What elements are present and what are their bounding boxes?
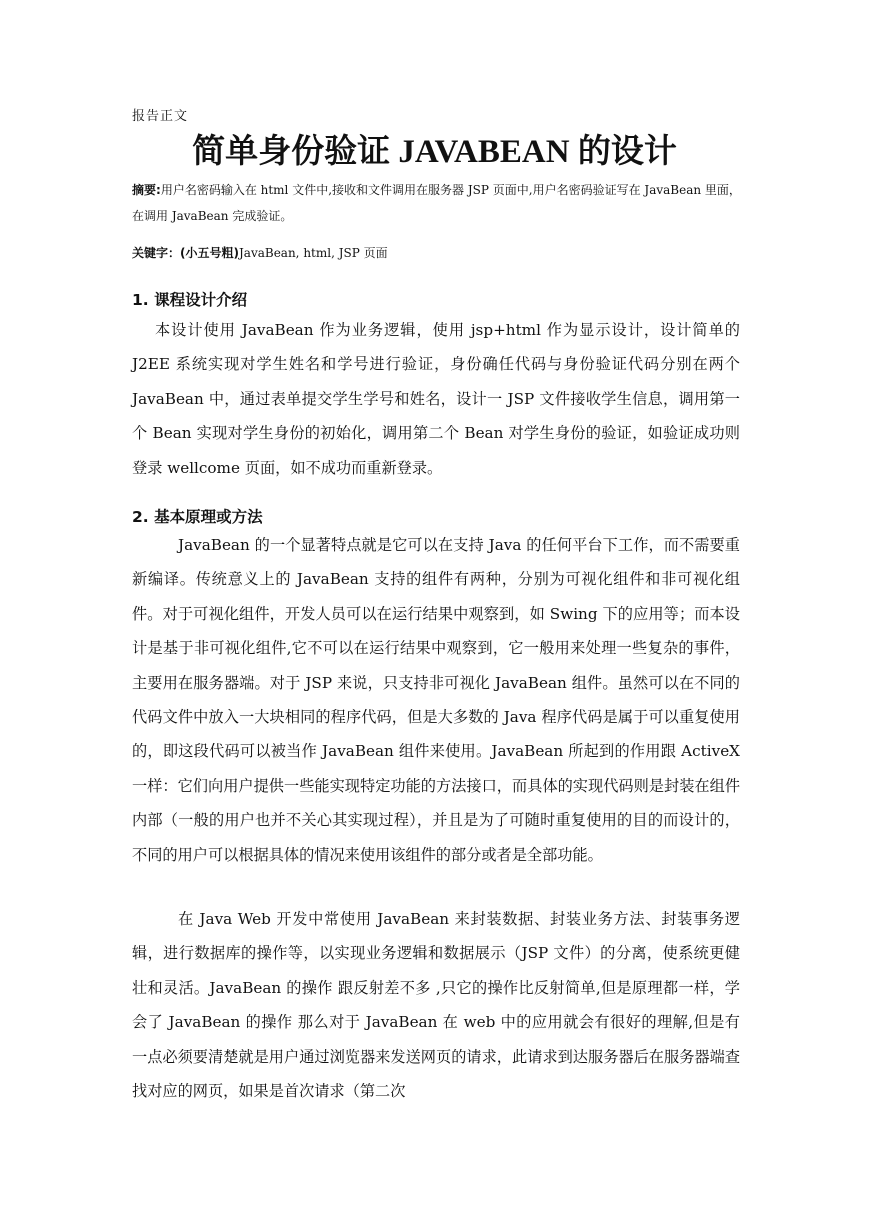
- abstract-label: 摘要:: [132, 183, 161, 197]
- page-title: 简单身份验证 JAVABEAN 的设计: [192, 134, 677, 170]
- paragraph-principles-1: JavaBean 的一个显著特点就是它可以在支持 Java 的任何平台下工作，而不需要重新编译。传统意义上的 JavaBean 支持的组件有两种，分别为可视化组件和非可视化组件。对于可视化组件，开发人员可以在运行结果中观察到，如 Swing 下的应用等；而本设计是基于非可视化组件,它不可以在运行结果中观察到，它一般用来处理一些复杂的事件，主要用在服务器端。对于 JSP 来说，只支持非可视化 JavaBean 组件。虽然可以在不同的代码文件中放入一大块相同的程序代码，但是大多数的 Java 程序代码是属于可以重复使用的，即这段代码可以被当作 JavaBean 组件来使用。JavaBean 所起到的作用跟 ActiveX 一样：它们向用户提供一些能实现特定功能的方法接口，而具体的实现代码则是封装在组件内部（一般的用户也并不关心其实现过程），并且是为了可随时重复使用的目的而设计的，不同的用户可以根据具体的情况来使用该组件的部分或者是全部功能。: [132, 536, 740, 864]
- section-heading-principles: 2. 基本原理或方法: [132, 508, 263, 526]
- keywords-text: JavaBean, html, JSP 页面: [238, 246, 388, 260]
- keywords: [132, 240, 744, 266]
- paragraph-introduction: 本设计使用 JavaBean 作为业务逻辑，使用 jsp+html 作为显示设计，设计简单的 J2EE 系统实现对学生姓名和学号进行验证，身份确任代码与身份验证代码分别在两个 JavaBean 中，通过表单提交学生学号和姓名，设计一 JSP 文件接收学生信息，调用第一个 Bean 实现对学生身份的初始化，调用第二个 Bean 对学生身份的验证，如验证成功则登录 wellcome 页面，如不成功而重新登录。: [132, 321, 740, 477]
- paragraph-principles-2: 在 Java Web 开发中常使用 JavaBean 来封装数据、封装业务方法、封装事务逻辑，进行数据库的操作等，以实现业务逻辑和数据展示（JSP 文件）的分离，使系统更健壮和灵活。JavaBean 的操作 跟反射差不多 ,只它的操作比反射简单,但是原理都一样，学会了 JavaBean 的操作 那么对于 JavaBean 在 web 中的应用就会有很好的理解,但是有一点必须要清楚就是用户通过浏览器来发送网页的请求，此请求到达服务器后在服务器端查找对应的网页，如果是首次请求（第二次: [132, 910, 740, 1101]
- section-heading-introduction: 1. 课程设计介绍: [132, 291, 248, 309]
- section-label: 报告正文: [132, 109, 189, 124]
- abstract-text: 用户名密码输入在 html 文件中,接收和文件调用在服务器 JSP 页面中,用户名密码验证写在 JavaBean 里面，在调用 JavaBean 完成验证。: [132, 183, 741, 223]
- abstract: [132, 177, 744, 229]
- keywords-label: 关键字：(小五号粗): [132, 246, 239, 260]
